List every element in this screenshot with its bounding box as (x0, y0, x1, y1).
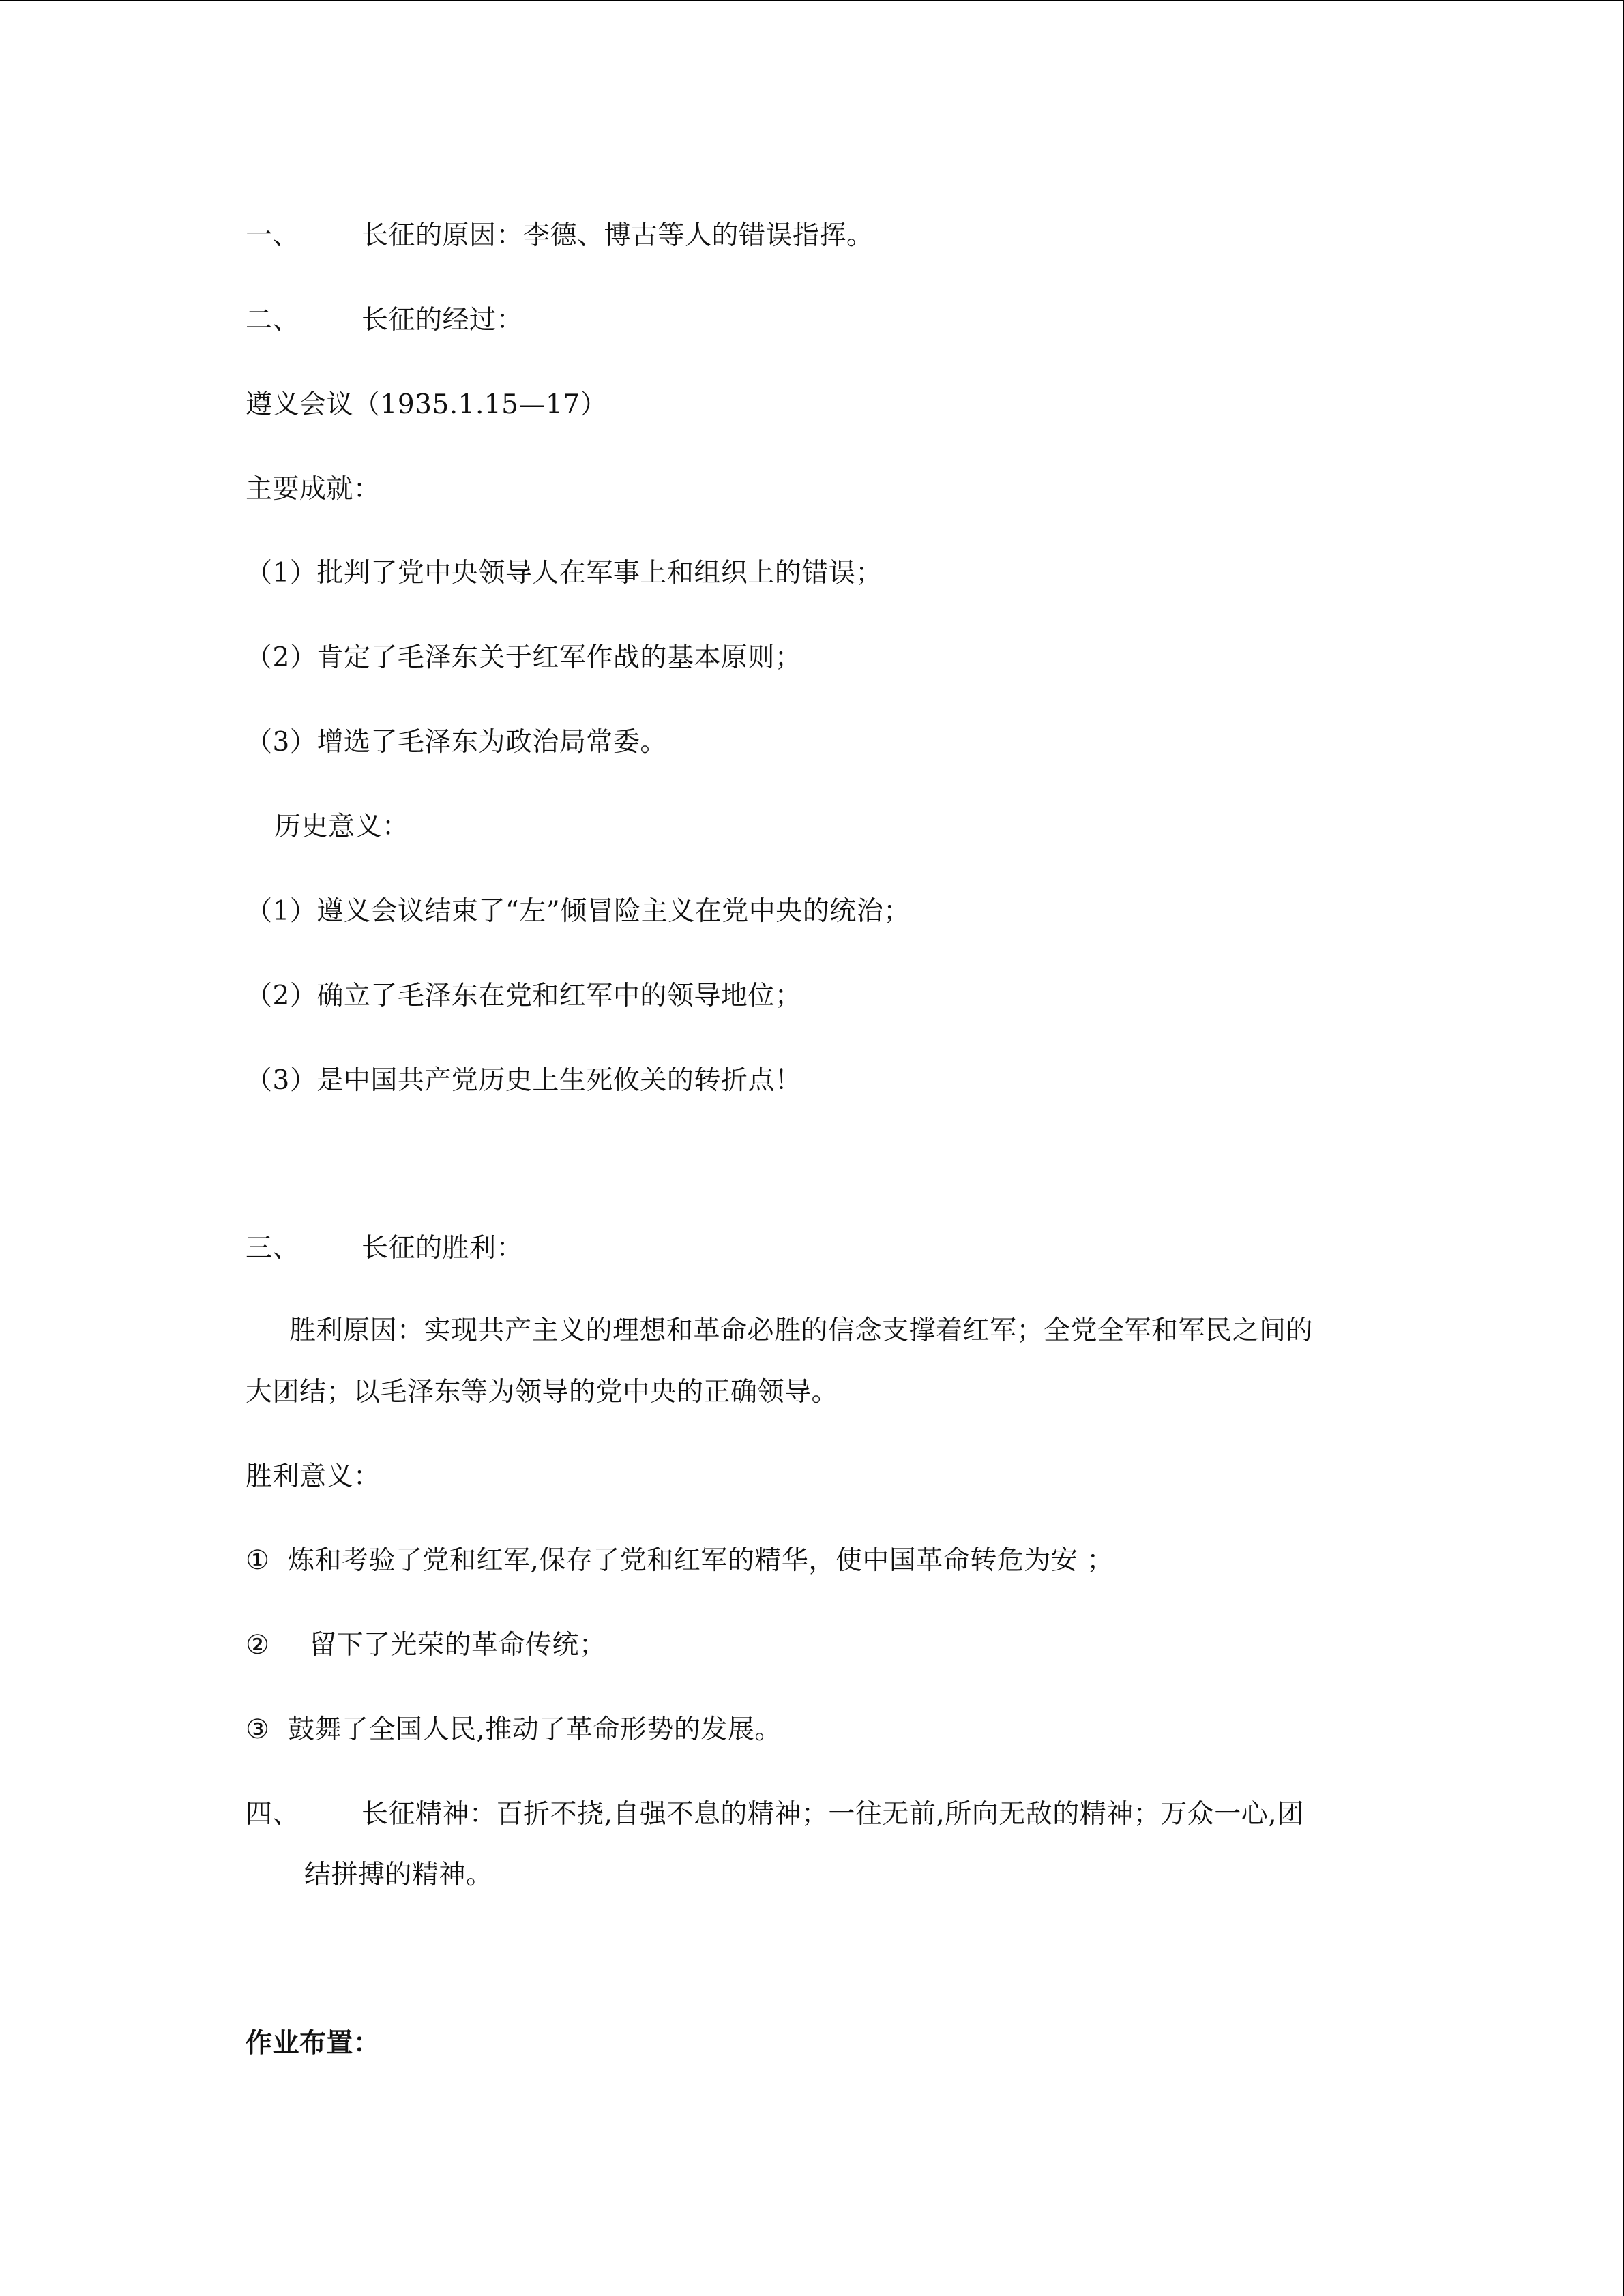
significance-item-2: （2）确立了毛泽东在党和红军中的领导地位； (246, 981, 802, 1011)
victory-meaning-item-2 (246, 1628, 606, 1663)
victory-meaning-item-3-text: 鼓舞了全国人民,推动了革命形势的发展。 (288, 1714, 782, 1745)
achievement-item-1: （1）批判了党中央领导人在军事上和组织上的错误； (246, 558, 883, 588)
section-4-number: 四、 (246, 1799, 300, 1830)
section-2-text: 长征的经过： (361, 305, 524, 336)
achievements-heading: 主要成就： (246, 474, 381, 505)
circled-number-2: ② (246, 1630, 270, 1660)
circled-number-3: ③ (246, 1714, 270, 1745)
section-4-text-line-2: 结拼搏的精神。 (304, 1860, 493, 1890)
significance-item-3: （3）是中国共产党历史上生死攸关的转折点！ (246, 1065, 802, 1096)
section-3-text: 长征的胜利： (361, 1233, 524, 1264)
victory-meaning-item-2-text: 留下了光荣的革命传统； (310, 1630, 606, 1660)
section-4-text-line-1: 长征精神：百折不挠,自强不息的精神；一往无前,所向无敌的精神；万众一心,团 (361, 1799, 1304, 1830)
section-2 (246, 303, 523, 338)
homework-heading: 作业布置： (246, 2028, 381, 2059)
section-2-number: 二、 (246, 305, 300, 336)
zunyi-meeting-title: 遵义会议（1935.1.15—17） (246, 389, 608, 420)
significance-heading: 历史意义： (274, 811, 409, 842)
victory-meaning-heading: 胜利意义： (246, 1461, 381, 1492)
achievement-item-3: （3）增选了毛泽东为政治局常委。 (246, 727, 667, 758)
victory-meaning-item-1-text: 炼和考验了党和红军,保存了党和红军的精华，使中国革命转危为安 ； (288, 1545, 1114, 1576)
section-3 (246, 1231, 523, 1266)
victory-reason-line-1: 胜利原因：实现共产主义的理想和革命必胜的信念支撑着红军；全党全军和军民之间的 (289, 1315, 1314, 1346)
achievement-item-2: （2）肯定了毛泽东关于红军作战的基本原则； (246, 642, 802, 673)
victory-reason-line-2: 大团结；以毛泽东等为领导的党中央的正确领导。 (246, 1377, 839, 1407)
section-1 (246, 218, 874, 254)
section-1-text: 长征的原因：李德、博古等人的错误指挥。 (361, 220, 874, 251)
significance-item-1: （1）遵义会议结束了“左”倾冒险主义在党中央的统治； (246, 896, 911, 927)
section-3-number: 三、 (246, 1233, 300, 1264)
circled-number-1: ① (246, 1545, 270, 1576)
section-4 (246, 1797, 1304, 1832)
victory-meaning-item-1 (246, 1543, 1114, 1579)
section-1-number: 一、 (246, 220, 300, 251)
victory-meaning-item-3 (246, 1712, 782, 1748)
